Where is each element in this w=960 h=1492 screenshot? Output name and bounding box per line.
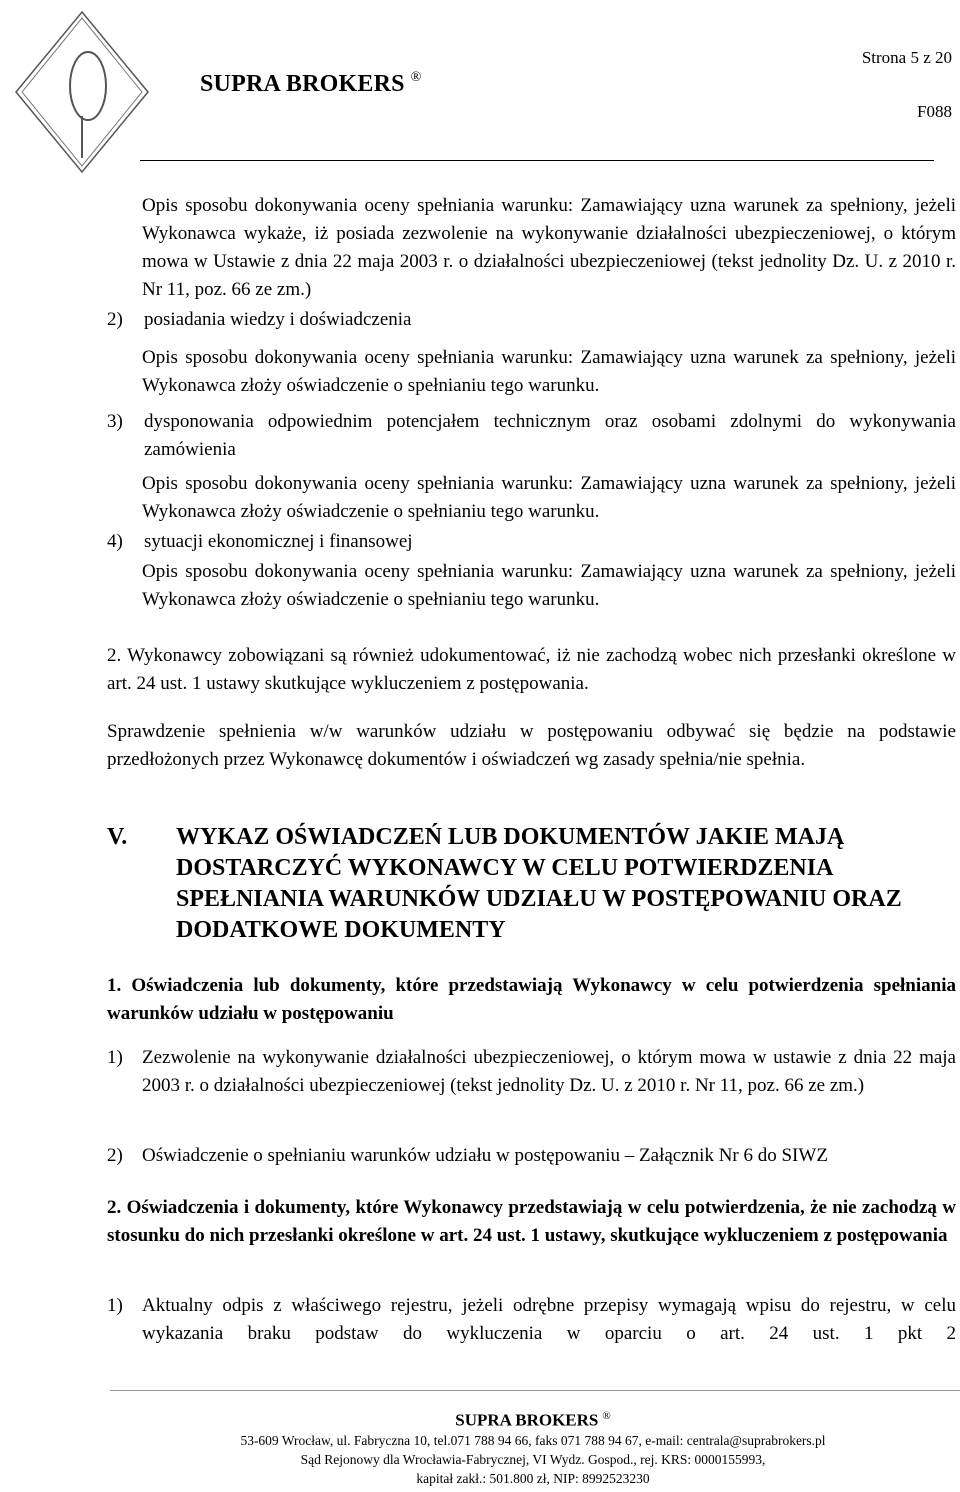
document-code: F088 [917,102,952,121]
sub1-item-1: Zezwolenie na wykonywanie działalności ubezpieczeniowej, o którym mowa w ustawie z dnia 22 maja 2003 r. o działalności ubezpieczeniowej (tekst jednolity Dz. U. z 2010 r. Nr 11, poz. 66 ze zm.) [142,1047,956,1096]
subsection-1-heading: 1. Oświadczenia lub dokumenty, które przedstawiają Wykonawcy w celu potwierdzenia spełniania warunków udziału w postępowaniu [107,975,956,1024]
page-number: Strona 5 z 20 [861,48,952,67]
item-2-description: Opis sposobu dokonywania oceny spełniania warunku: Zamawiający uzna warunek za spełniony, jeżeli Wykonawca złoży oświadczenie o spełnianiu tego warunku. [142,347,956,396]
license-description: Opis sposobu dokonywania oceny spełniania warunku: Zamawiający uzna warunek za spełniony, jeżeli Wykonawca wykaże, iż posiada zezwolenie na wykonywanie działalności ubezpieczeniowej, o którym mowa w Ustawie z dnia 22 maja 2003 r. o działalności ubezpieczeniowej (tekst jednolity Dz. U. z 2010 r. Nr 11, poz. 66 ze zm.) [142,195,956,300]
header-divider [140,160,934,161]
sub1-item-1-number: 1) [107,1047,123,1068]
item-3-number: 3) [107,411,123,432]
footer-address: 53-609 Wrocław, ul. Fabryczna 10, tel.071 788 94 66, faks 071 788 94 67, e-mail: centrala@suprabrokers.pl [240,1433,826,1448]
footer-capital-nip: kapitał zakł.: 501.800 zł, NIP: 8992523230 [416,1471,650,1486]
item-3-description: Opis sposobu dokonywania oceny spełniania warunku: Zamawiający uzna warunek za spełniony, jeżeli Wykonawca złoży oświadczenie o spełnianiu tego warunku. [142,473,956,522]
exclusion-paragraph: 2. Wykonawcy zobowiązani są również udokumentować, iż nie zachodzą wobec nich przesłanki określone w art. 24 ust. 1 ustawy skutkujące wykluczeniem z postępowania. [107,645,956,694]
header-brand: SUPRA BROKERS ® [200,70,422,97]
sub2-item-1: Aktualny odpis z właściwego rejestru, jeżeli odrębne przepisy wymagają wpisu do rejestru, w celu wykazania braku podstaw do wykluczenia w oparciu o art. 24 ust. 1 pkt 2 [142,1295,956,1344]
sub1-item-2: Oświadczenie o spełnianiu warunków udziału w postępowaniu – Załącznik Nr 6 do SIWZ [142,1145,828,1166]
verification-paragraph: Sprawdzenie spełnienia w/w warunków udziału w postępowaniu odbywać się będzie na podstawie przedłożonych przez Wykonawcę dokumentów i oświadczeń wg zasady spełnia/nie spełnia. [107,721,956,770]
footer-brand: SUPRA BROKERS ® [455,1410,611,1430]
section-number: V. [107,824,128,850]
item-4-title: sytuacji ekonomicznej i finansowej [144,531,413,552]
subsection-2-heading: 2. Oświadczenia i dokumenty, które Wykonawcy przedstawiają w celu potwierdzenia, że nie zachodzą w stosunku do nich przesłanki określone w art. 24 ust. 1 ustawy, skutkujące wykluczeniem z postępowania [107,1197,956,1246]
item-2-title: posiadania wiedzy i doświadczenia [144,309,412,330]
company-logo-icon [12,8,152,178]
item-4-number: 4) [107,531,123,552]
sub1-item-2-number: 2) [107,1145,123,1166]
footer-registered-mark: ® [602,1410,611,1422]
section-title: WYKAZ OŚWIADCZEŃ LUB DOKUMENTÓW JAKIE MAJĄ DOSTARCZYĆ WYKONAWCY W CELU POTWIERDZENIA SPEŁNIANIA WARUNKÓW UDZIAŁU W POSTĘPOWANIU ORAZ DODATKOWE DOKUMENTY [176,824,902,943]
registered-mark: ® [410,70,422,85]
item-3-title: dysponowania odpowiednim potencjałem technicznym oraz osobami zdolnymi do wykonywania zamówienia [144,411,956,460]
footer-divider [110,1390,960,1391]
footer-court-registry: Sąd Rejonowy dla Wrocławia-Fabrycznej, VI Wydz. Gospod., rej. KRS: 0000155993, [300,1452,766,1467]
sub2-item-1-number: 1) [107,1295,123,1316]
item-4-description: Opis sposobu dokonywania oceny spełniania warunku: Zamawiający uzna warunek za spełniony, jeżeli Wykonawca złoży oświadczenie o spełnianiu tego warunku. [142,561,956,610]
item-2-number: 2) [107,309,123,330]
